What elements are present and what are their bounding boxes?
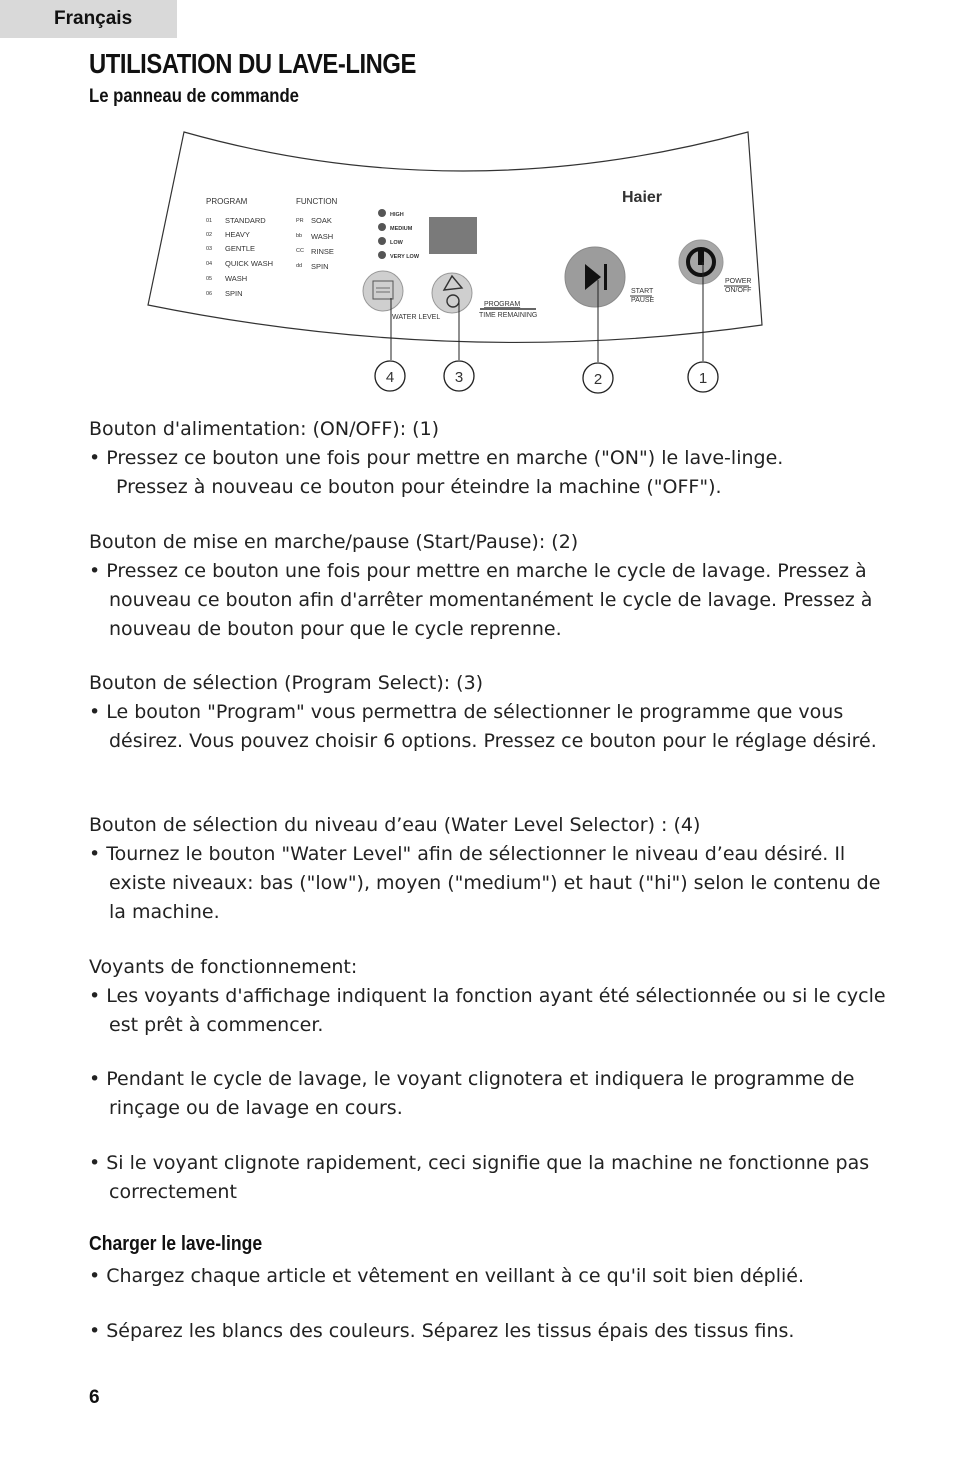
power-label: POWER [725, 278, 752, 285]
program-header: PROGRAM [206, 197, 248, 206]
program-label: QUICK WASH [225, 259, 274, 268]
program-code: 02 [206, 232, 213, 238]
page-title: UTILISATION DU LAVE-LINGE [89, 48, 416, 79]
program-label: HEAVY [225, 230, 250, 239]
program-label: SPIN [225, 289, 243, 298]
water-level-section [89, 811, 889, 927]
level-label: MEDIUM [390, 226, 413, 232]
water-level-button[interactable] [363, 271, 403, 311]
function-code: PR [296, 218, 304, 224]
control-panel-diagram [140, 130, 780, 400]
program-label: PROGRAM [484, 301, 521, 308]
indicators-section-3 [89, 1149, 889, 1207]
program-section [89, 669, 889, 756]
control-panel-svg [140, 130, 780, 400]
level-label: HIGH [390, 212, 404, 218]
start-pause-section [89, 528, 889, 644]
function-code: CC [296, 248, 304, 254]
function-code: dd [296, 263, 303, 269]
indicator-light [378, 251, 386, 259]
program-list [206, 216, 273, 298]
function-label: RINSE [311, 247, 334, 256]
callout-2 [583, 363, 613, 393]
brand-logo: Haier [622, 189, 663, 206]
program-label: STANDARD [225, 216, 266, 225]
callout-1 [688, 362, 718, 392]
function-label: SPIN [311, 262, 329, 271]
loading-section [89, 1262, 889, 1291]
loading-bullet-2: • Séparez les blancs des couleurs. Séparez les tissus épais des tissus fins. [89, 1320, 795, 1342]
indicators-bullet-1: • Les voyants d'affichage indiquent la fonction ayant été sélectionnée ou si le cycle est prêt à commencer. [89, 985, 886, 1036]
indicators-section-2 [89, 1065, 889, 1123]
power-heading: Bouton d'alimentation: (ON/OFF): (1) [89, 418, 440, 440]
time-remaining-label: TIME REMAINING [479, 312, 538, 319]
indicator-light [378, 237, 386, 245]
loading-bullet-1: • Chargez chaque article et vêtement en veillant à ce qu'il soit bien déplié. [89, 1265, 805, 1287]
start-pause-button[interactable] [565, 247, 625, 307]
indicator-light [378, 209, 386, 217]
function-header: FUNCTION [296, 197, 338, 206]
program-code: 05 [206, 276, 213, 282]
onoff-label: ON/OFF [725, 287, 752, 294]
water-bullet: • Tournez le bouton "Water Level" afin de sélectionner le niveau d’eau désiré. Il existe niveaux: bas ("low"), moyen ("medium") et haut ("hi") selon le contenu de la machine. [89, 843, 881, 923]
indicator-light [378, 223, 386, 231]
program-code: 01 [206, 218, 213, 224]
program-button[interactable] [432, 273, 472, 313]
callout-3 [444, 361, 474, 391]
pause-label: PAUSE [631, 297, 655, 304]
program-label: GENTLE [225, 244, 256, 253]
program-bullet: • Le bouton "Program" vous permettra de sélectionner le programme que vous désirez. Vous pouvez choisir 6 options. Pressez ce bouton pour le réglage désiré. [89, 701, 877, 752]
indicators-section [89, 953, 889, 1040]
time-display [429, 217, 477, 254]
indicators-bullet-2: • Pendant le cycle de lavage, le voyant clignotera et indiquera le programme de rinçage ou de lavage en cours. [89, 1068, 855, 1119]
svg-text:1: 1 [698, 370, 708, 387]
program-label: WASH [225, 274, 248, 283]
power-section [89, 415, 889, 502]
callout-4 [375, 361, 405, 391]
loading-heading: Charger le lave-linge [89, 1233, 263, 1255]
function-label: WASH [311, 232, 334, 241]
program-code: 06 [206, 291, 213, 297]
loading-section-2 [89, 1317, 889, 1346]
water-heading: Bouton de sélection du niveau d’eau (Water Level Selector) : (4) [89, 814, 701, 836]
level-label: VERY LOW [390, 254, 420, 260]
power-button[interactable] [679, 240, 723, 284]
water-level-label: WATER LEVEL [392, 314, 441, 321]
function-label: SOAK [311, 216, 332, 225]
svg-text:3: 3 [454, 369, 464, 386]
power-bullet-line-2: Pressez à nouveau ce bouton pour éteindre la machine ("OFF"). [116, 476, 722, 498]
program-heading: Bouton de sélection (Program Select): (3) [89, 672, 484, 694]
water-level-indicators [378, 209, 420, 260]
page-number: 6 [89, 1387, 100, 1408]
start-heading: Bouton de mise en marche/pause (Start/Pause): (2) [89, 531, 579, 553]
start-label: START [631, 288, 654, 295]
pause-bar-icon [604, 264, 607, 290]
page-subtitle: Le panneau de commande [89, 86, 299, 107]
program-code: 03 [206, 246, 213, 252]
function-list [296, 216, 334, 271]
level-label: LOW [390, 240, 403, 246]
function-code: bb [296, 233, 303, 239]
program-code: 04 [206, 261, 213, 267]
svg-text:2: 2 [593, 371, 603, 388]
language-tab: Français [0, 0, 177, 38]
indicators-heading: Voyants de fonctionnement: [89, 956, 358, 978]
start-bullet: • Pressez ce bouton une fois pour mettre en marche le cycle de lavage. Pressez à nouveau ce bouton afin d'arrêter momentanément le cycle de lavage. Pressez à nouveau de bouton pour que le cycle reprenne. [89, 560, 873, 640]
power-bullet-line-1: • Pressez ce bouton une fois pour mettre en marche ("ON") le lave-linge. [89, 447, 784, 469]
svg-text:4: 4 [385, 369, 395, 386]
indicators-bullet-3: • Si le voyant clignote rapidement, ceci signifie que la machine ne fonctionne pas correctement [89, 1152, 870, 1203]
